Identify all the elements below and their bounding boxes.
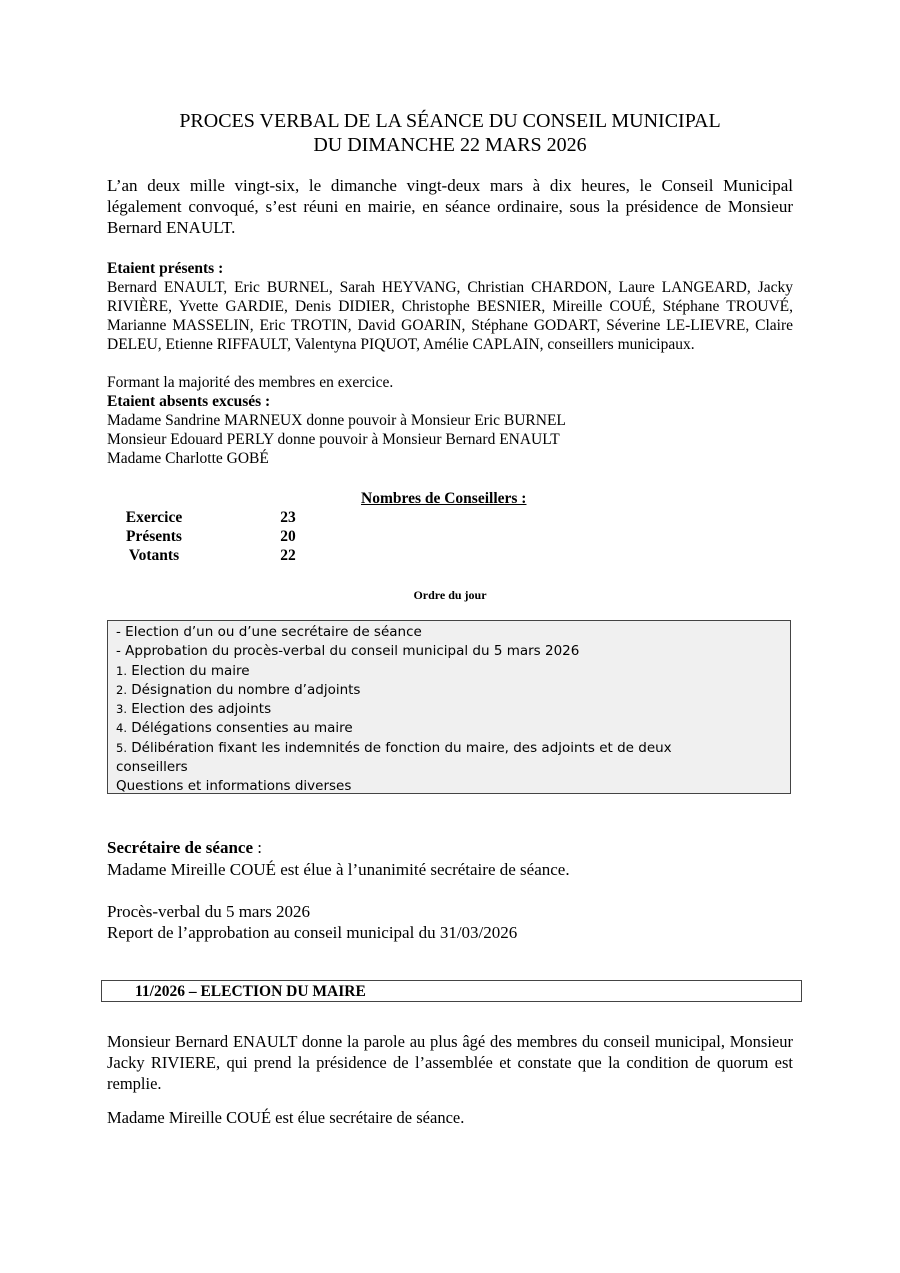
section-header-box xyxy=(101,980,802,1002)
agenda-item: 5. Délibération fixant les indemnités de fonction du maire, des adjoints et de deux xyxy=(116,739,672,756)
agenda-item: 3. Election des adjoints xyxy=(116,701,272,718)
document-title-line-1: PROCES VERBAL DE LA SÉANCE DU CONSEIL MUNICIPAL xyxy=(179,110,721,132)
secretary-heading: Secrétaire de séance : xyxy=(107,838,262,857)
intro-paragraph: L’an deux mille vingt-six, le dimanche vingt-deux mars à dix heures, le Conseil Municipal légalement convoqué, s’est réuni en mairie, en séance ordinaire, sous la présidence de Monsieur Bernard ENAULT. xyxy=(107,176,793,237)
absent-item: Madame Charlotte GOBÉ xyxy=(107,450,269,467)
agenda-item: 1. Election du maire xyxy=(116,662,250,679)
count-value: 20 xyxy=(280,528,296,545)
absent-label: Etaient absents excusés : xyxy=(107,393,271,410)
absent-item: Monsieur Edouard PERLY donne pouvoir à Monsieur Bernard ENAULT xyxy=(107,431,560,448)
count-label: Exercice xyxy=(125,509,183,526)
agenda-item: 2. Désignation du nombre d’adjoints xyxy=(116,681,361,698)
body-paragraph: Madame Mireille COUÉ est élue secrétaire de séance. xyxy=(107,1108,465,1127)
agenda-title: Ordre du jour xyxy=(413,588,487,602)
present-list: Bernard ENAULT, Eric BURNEL, Sarah HEYVANG, Christian CHARDON, Laure LANGEARD, Jacky RIVIÈRE, Yvette GARDIE, Denis DIDIER, Christophe BESNIER, Mireille COUÉ, Stéphane TROUVÉ, Marianne MASSELIN, Eric TROTIN, David GOARIN, Stéphane GODART, Séverine LE-LIEVRE, Claire DELEU, Etienne RIFFAULT, Valentyna PIQUOT, Amélie CAPLAIN, conseillers municipaux. xyxy=(107,279,793,353)
majority-text: Formant la majorité des membres en exercice. xyxy=(107,374,394,391)
pv-report: Report de l’approbation au conseil municipal du 31/03/2026 xyxy=(107,923,518,942)
section-title: 11/2026 – ELECTION DU MAIRE xyxy=(135,983,366,1000)
pv-reference: Procès-verbal du 5 mars 2026 xyxy=(107,902,311,921)
agenda-item: - Election d’un ou d’une secrétaire de séance xyxy=(116,624,422,640)
document-title-line-2: DU DIMANCHE 22 MARS 2026 xyxy=(313,134,587,156)
count-value: 23 xyxy=(280,509,296,526)
agenda-item: 4. Délégations consenties au maire xyxy=(116,720,353,737)
count-value: 22 xyxy=(280,547,296,564)
body-paragraph: Monsieur Bernard ENAULT donne la parole au plus âgé des membres du conseil municipal, Monsieur Jacky RIVIERE, qui prend la présidence de l’assemblée et constate que la condition de quorum est remplie. xyxy=(107,1032,793,1093)
agenda-item: Questions et informations diverses xyxy=(116,778,352,795)
absent-item: Madame Sandrine MARNEUX donne pouvoir à Monsieur Eric BURNEL xyxy=(107,412,566,429)
counts-title: Nombres de Conseillers : xyxy=(361,490,527,507)
secretary-text: Madame Mireille COUÉ est élue à l’unanimité secrétaire de séance. xyxy=(107,860,570,879)
agenda-item: - Approbation du procès-verbal du conseil municipal du 5 mars 2026 xyxy=(116,643,580,660)
agenda-box xyxy=(107,620,791,794)
count-label: Votants xyxy=(128,547,180,564)
count-label: Présents xyxy=(126,528,182,545)
agenda-item: conseillers xyxy=(116,759,188,776)
present-label: Etaient présents : xyxy=(107,260,224,277)
